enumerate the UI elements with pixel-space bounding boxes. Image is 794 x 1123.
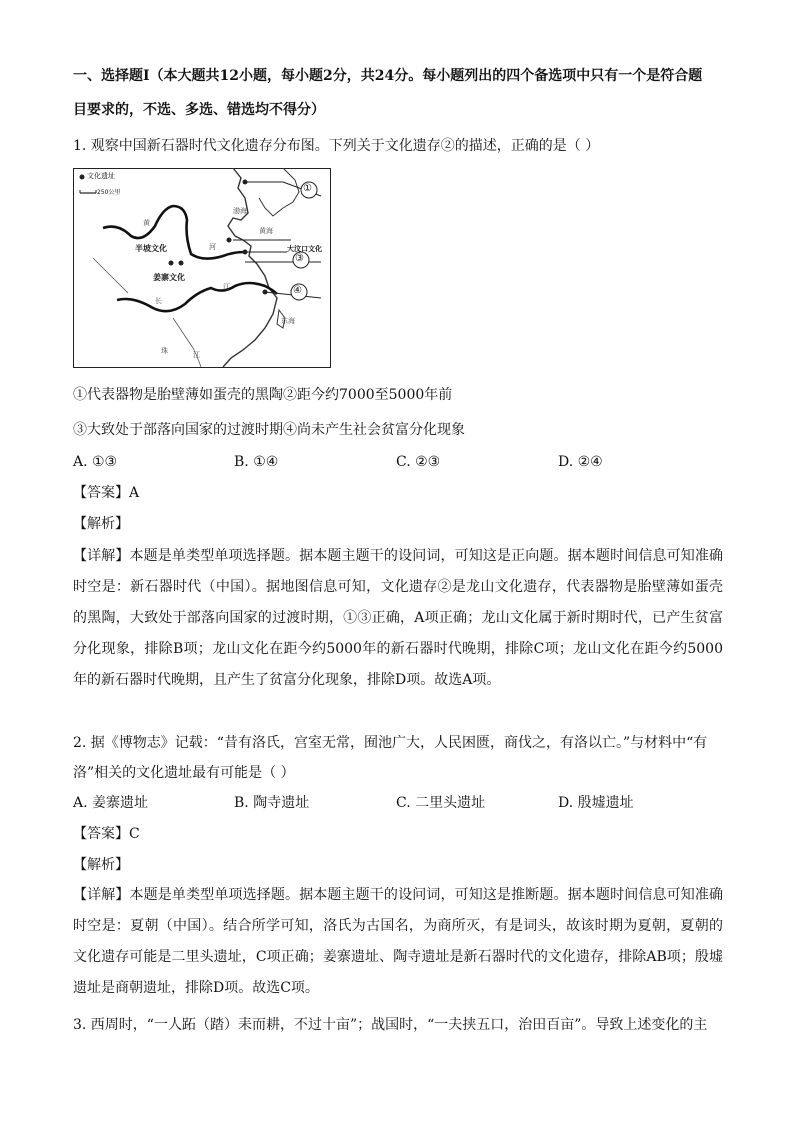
q1-answer-label: 【答案】: [73, 485, 129, 501]
map-legend-scale: 250公里: [97, 189, 121, 196]
map-label-banpo: 半坡文化: [135, 244, 167, 253]
map-label-jiangzhai: 姜寨文化: [153, 273, 185, 282]
q1-option-b: B. ①④: [234, 454, 279, 470]
map-label-he: 河: [209, 243, 216, 251]
q1-analysis-label: 【解析】: [73, 516, 129, 532]
q1-answer-value: A: [129, 485, 140, 501]
map-legend-site: 文化遗址: [87, 172, 115, 180]
map-label-huanghai: 黄海: [259, 227, 273, 235]
q1-option-c: C. ②③: [396, 454, 441, 470]
section-heading-line1: 一、选择题Ⅰ（本大题共12小题，每小题2分，共24分。每小题列出的四个备选项中只有一个是符合题: [73, 68, 703, 84]
map-marker-4: ④: [293, 285, 302, 296]
q1-statements-line1: ①代表器物是胎壁薄如蛋壳的黑陶②距今约7000至5000年前: [73, 387, 453, 403]
map-label-huang: 黄: [143, 219, 150, 227]
neolithic-culture-map: [73, 168, 331, 368]
q2-detail: 【详解】本题是单类型单项选择题。据本题主题干的设问词，可知这是推断题。据本题时间信息可知准确时空是：夏朝（中国）。结合所学可知，洛氏为古国名，为商所灭，有是词头，故该时期为夏朝，夏朝的文化遗存可能是二里头遗址，C项正确；姜寨遗址、陶寺遗址是新石器时代的文化遗存，排除AB项；殷墟遗址是商朝遗址，排除D项。故选C项。: [73, 887, 723, 996]
q1-option-a: A. ①③: [73, 454, 118, 470]
map-label-bohai: 渤海: [233, 207, 247, 215]
map-marker-1: ①: [303, 183, 312, 194]
q1-statements-line2: ③大致处于部落向国家的过渡时期④尚未产生社会贫富分化现象: [73, 422, 465, 438]
q2-analysis-label: 【解析】: [73, 857, 129, 873]
q2-answer-value: C: [129, 826, 140, 842]
q2-option-c: C. 二里头遗址: [396, 795, 486, 811]
q1-detail: 【详解】本题是单类型单项选择题。据本题主题干的设问词，可知这是正向题。据本题时间信息可知准确时空是：新石器时代（中国）。据地图信息可知，文化遗存②是龙山文化遗存，代表器物是胎壁薄如蛋壳的黑陶，大致处于部落向国家的过渡时期，①③正确，A项正确；龙山文化属于新时期时代，已产生贫富分化现象，排除B项；龙山文化在距今约5000年的新石器时代晚期，排除C项；龙山文化在距今约5000年的新石器时代晚期，且产生了贫富分化现象，排除D项。故选A项。: [73, 548, 723, 688]
q1-stem: 1. 观察中国新石器时代文化遗存分布图。下列关于文化遗存②的描述，正确的是（ ）: [73, 138, 600, 154]
map-label-chang: 长: [155, 297, 162, 305]
map-label-jiang: 江: [223, 283, 230, 291]
q2-option-b: B. 陶寺遗址: [234, 795, 310, 811]
q1-option-d: D. ②④: [558, 454, 603, 470]
q2-option-a: A. 姜寨遗址: [73, 795, 149, 811]
section-heading-line2: 目要求的，不选、多选、错选均不得分）: [73, 102, 325, 118]
map-label-donghai: 东海: [281, 317, 295, 325]
map-marker-3: ③: [295, 253, 304, 264]
q2-stem-line1: 2. 据《博物志》记载：“昔有洛氏，宫室无常，囿池广大，人民困匮，商伐之，有洛以亡。”与材料中“有: [73, 735, 708, 751]
map-label-zhu: 珠: [161, 347, 168, 355]
q1-answer: [73, 483, 139, 503]
q2-stem-line2: 洛”相关的文化遗址最有可能是（ ）: [73, 765, 295, 781]
q2-answer: [73, 824, 140, 844]
map-label-jiang2: 江: [193, 351, 200, 359]
map-label-dawenkou: 大汶口文化: [287, 245, 322, 253]
q2-answer-label: 【答案】: [73, 826, 129, 842]
q2-option-d: D. 殷墟遗址: [558, 795, 634, 811]
q3-stem-line1: 3. 西周时，“一人跖（踏）耒而耕，不过十亩”；战国时，“一夫挟五口，治田百亩”。导致上述变化的主: [73, 1017, 708, 1033]
